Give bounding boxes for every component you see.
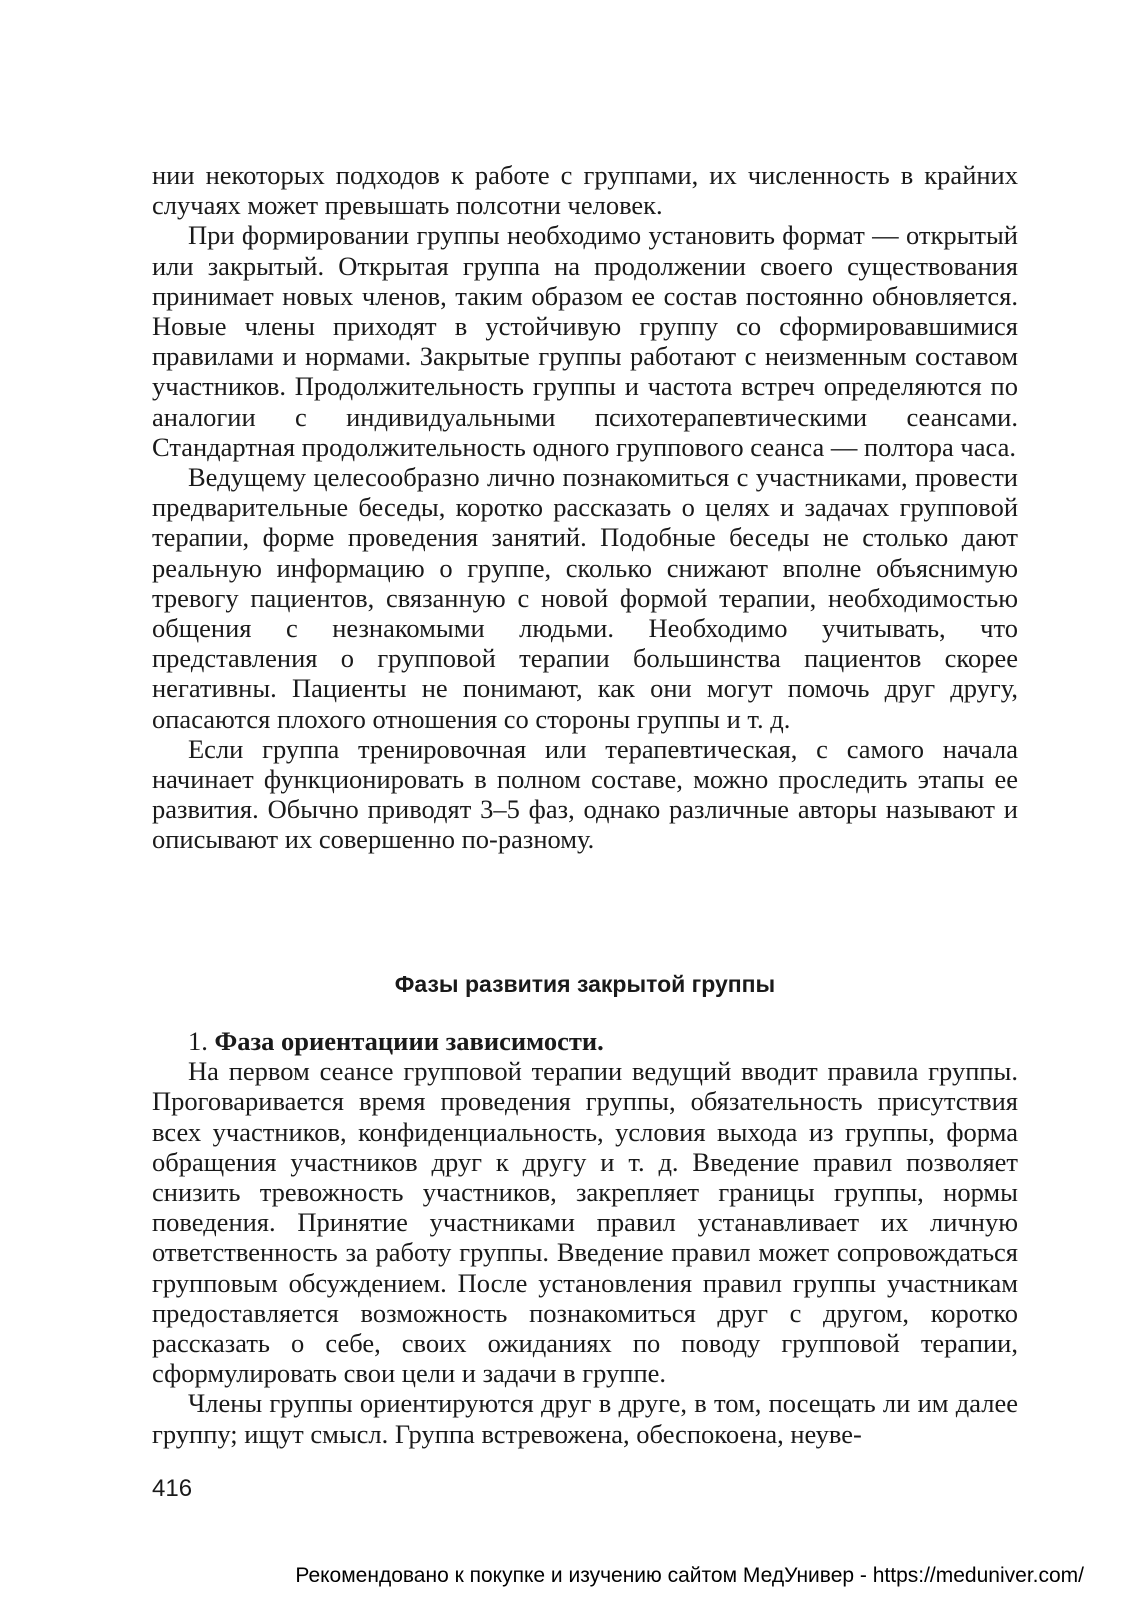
section-body: [152, 1026, 1018, 1449]
paragraph-group-stages: Если группа тренировочная или терапевтическая, с самого начала начинает функционировать в полном составе, можно проследить этапы ее развития. Обычно приводят 3–5 фаз, однако различные авторы называют и описывают их совершенно по-разному.: [152, 733, 1018, 855]
phase-item-title: Фаза ориентациии зависимости.: [214, 1026, 604, 1056]
section-heading: Фазы развития закрытой группы: [394, 971, 776, 997]
paragraph-leader-preparation: Ведущему целесообразно лично познакомиться с участниками, провести предварительные беседы, коротко рассказать о целях и задачах групповой терапии, форме проведения занятий. Подобные беседы не столько дают реальную информацию о группе, сколько снижают вполне объяснимую тревогу пациентов, связанную с новой формой терапии, необходимостью общения с незнакомыми людьми. Необходимо учитывать, что представления о групповой терапии большинства пациентов скорее негативны. Пациенты не понимают, как они могут помочь друг другу, опасаются плохого отношения со стороны группы и т. д.: [152, 462, 1018, 734]
phase-item-number: 1.: [188, 1026, 208, 1056]
paragraph-group-format: При формировании группы необходимо установить формат — открытый или закрытый. Открытая группа на продолжении своего существования принимает новых членов, таким образом ее состав постоянно обновляется. Новые члены приходят в устойчивую группу со сформировавшимися правилами и нормами. Закрытые группы работают с неизменным составом участников. Продолжительность группы и частота встреч определяются по аналогии с индивидуальными психотерапевтическими сеансами. Стандартная продолжительность одного группового сеанса — полтора часа.: [152, 220, 1018, 462]
paragraph-continuation: нии некоторых подходов к работе с группами, их численность в крайних случаях может превышать полсотни человек.: [152, 160, 1018, 221]
paragraph-first-session: На первом сеансе групповой терапии ведущий вводит правила группы. Проговаривается время проведения группы, обязательность присутствия всех участников, конфиденциальность, условия выхода из группы, форма обращения участников друг к другу и т. д. Введение правил позволяет снизить тревожность участников, закрепляет границы группы, нормы поведения. Принятие участниками правил устанавливает их личную ответственность за работу группы. Введение правил может сопровождаться групповым обсуждением. После установления правил группы участникам предоставляется возможность познакомиться друг с другом, коротко рассказать о себе, своих ожиданиях по поводу групповой терапии, сформулировать свои цели и задачи в группе.: [152, 1056, 1018, 1389]
page-number: 416: [152, 1475, 193, 1502]
phase-item-heading: [152, 1026, 1018, 1056]
body-text: [152, 160, 1018, 855]
watermark-text: Рекомендовано к покупке и изучению сайтом МедУнивер - https://meduniver.com/: [295, 1564, 1084, 1587]
paragraph-orientation: Члены группы ориентируются друг в друге, в том, посещать ли им далее группу; ищут смысл. Группа встревожена, обеспокоена, неуве-: [152, 1388, 1018, 1449]
